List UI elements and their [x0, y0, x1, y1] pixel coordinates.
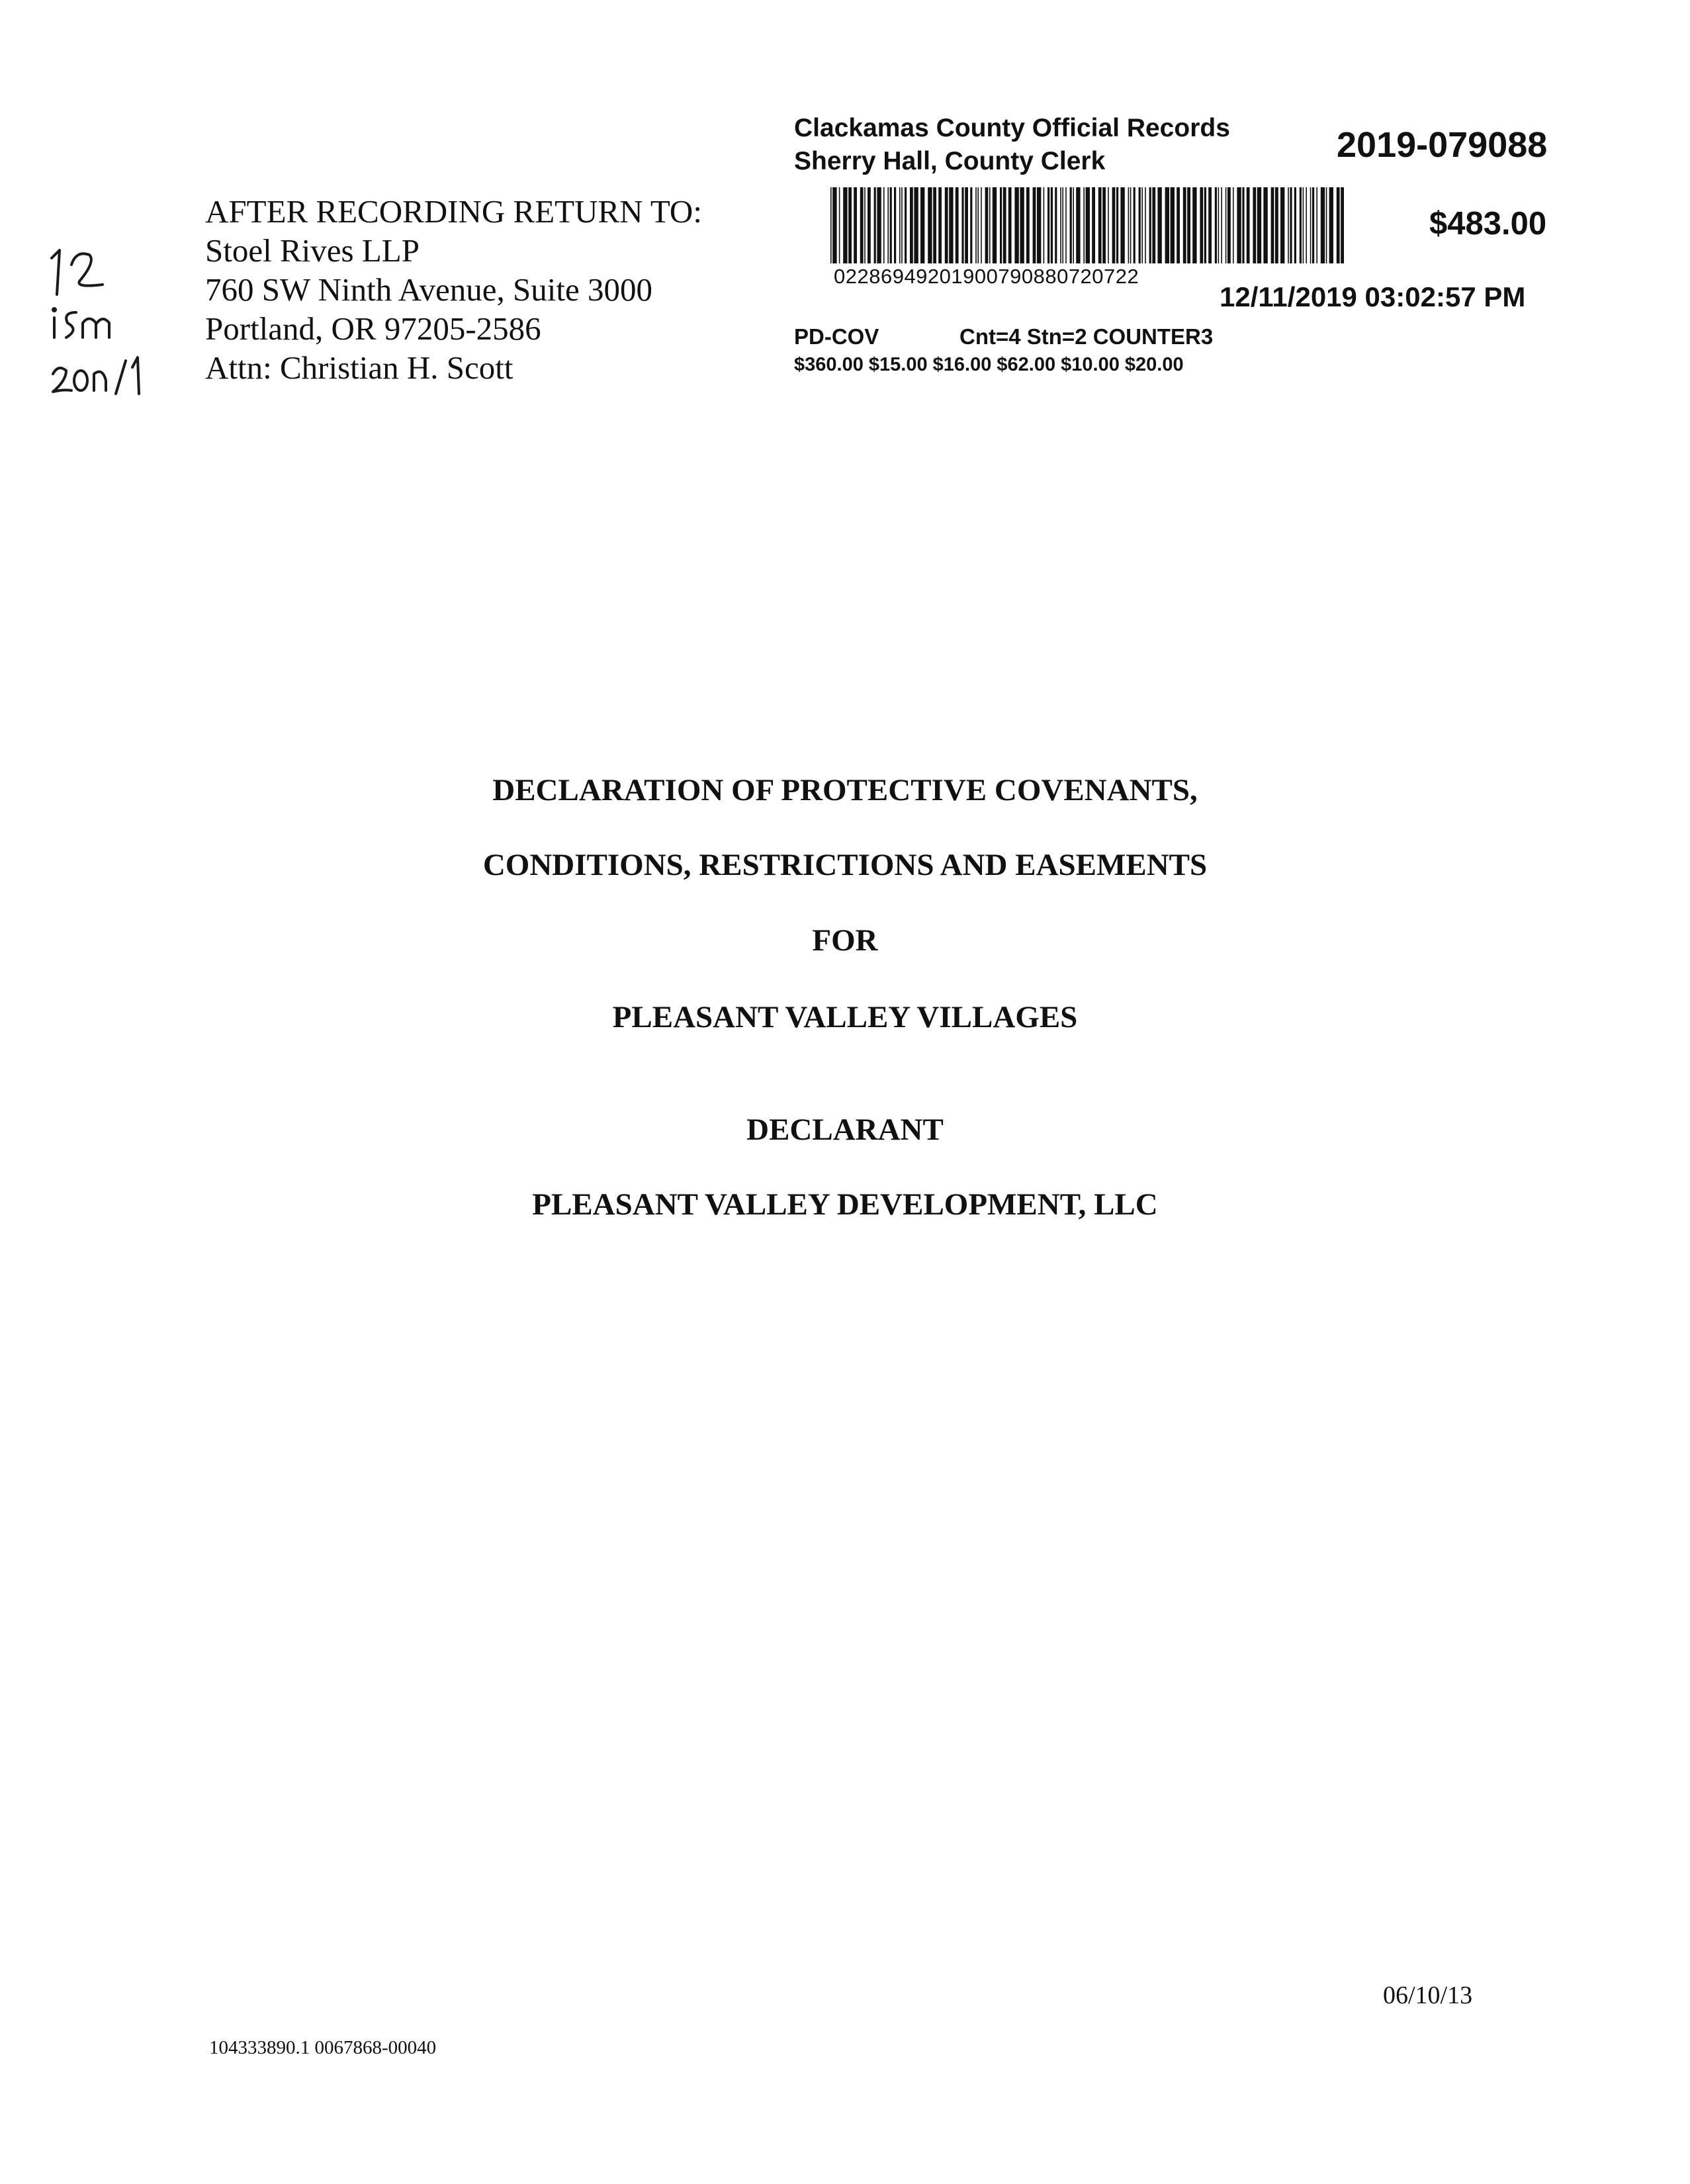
- barcode-bar: [1300, 187, 1302, 263]
- barcode-bar: [899, 187, 901, 263]
- barcode-bar: [1044, 187, 1045, 263]
- barcode-bar: [1149, 187, 1151, 263]
- barcode-bar: [1020, 187, 1024, 263]
- barcode-bar: [1310, 187, 1312, 263]
- barcode-bar: [1337, 187, 1340, 263]
- barcode-bar: [1306, 187, 1307, 263]
- barcode-bar: [864, 187, 866, 263]
- barcode-bar: [1047, 187, 1049, 263]
- barcode-bar: [1247, 187, 1250, 263]
- barcode-bar: [839, 187, 840, 263]
- barcode-bar: [1341, 187, 1344, 263]
- barcode-bar: [1242, 187, 1244, 263]
- barcode-bar: [920, 187, 924, 263]
- barcode-bar: [914, 187, 918, 263]
- recorded-datetime: 12/11/2019 03:02:57 PM: [1220, 281, 1526, 312]
- county-clerk-name: Sherry Hall, County Clerk: [794, 147, 1106, 175]
- document-title-line-2: CONDITIONS, RESTRICTIONS AND EASEMENTS: [482, 848, 1208, 882]
- barcode-bar: [1208, 187, 1212, 263]
- barcode-bar: [1237, 187, 1241, 263]
- barcode-bar: [970, 187, 972, 263]
- barcode-digits: 02286949201900790880720722: [834, 265, 1139, 288]
- barcode-bar: [1321, 187, 1325, 263]
- county-records-office: Clackamas County Official Records: [794, 114, 1230, 142]
- barcode-bar: [843, 187, 847, 263]
- barcode-bar: [1312, 187, 1314, 263]
- barcode-bar: [975, 187, 977, 263]
- barcode-bar: [883, 187, 885, 263]
- barcode-bar: [965, 187, 968, 263]
- barcode-bar: [1157, 187, 1161, 263]
- return-address-heading: AFTER RECORDING RETURN TO:: [205, 193, 702, 230]
- barcode-bar: [1083, 187, 1085, 263]
- barcode-bar: [1271, 187, 1274, 263]
- barcode-bar: [832, 187, 836, 263]
- station-counter-info: Cnt=4 Stn=2 COUNTER3: [959, 324, 1214, 349]
- barcode-bar: [1086, 187, 1090, 263]
- barcode-bar: [1257, 187, 1261, 263]
- barcode-bar: [1183, 187, 1186, 263]
- footer-document-id: 104333890.1 0067868-00040: [209, 2037, 437, 2058]
- document-title-line-3: FOR: [812, 923, 878, 958]
- document-title-line-1: DECLARATION OF PROTECTIVE COVENANTS,: [492, 773, 1198, 807]
- barcode-bar: [1227, 187, 1231, 263]
- barcode-bar: [1014, 187, 1018, 263]
- barcode-bar: [1200, 187, 1203, 263]
- barcode-bar: [1294, 187, 1296, 263]
- footer-date: 06/10/13: [1383, 1981, 1473, 2009]
- barcode-bar: [874, 187, 876, 263]
- declarant-label: DECLARANT: [746, 1113, 944, 1147]
- barcode-bar: [993, 187, 997, 263]
- barcode-bar: [901, 187, 903, 263]
- barcode-bar: [854, 187, 857, 263]
- document-type-code: PD-COV: [794, 324, 879, 349]
- return-address-line: Portland, OR 97205-2586: [205, 310, 541, 347]
- barcode-bar: [1076, 187, 1080, 263]
- barcode-bar: [877, 187, 881, 263]
- barcode-bar: [1326, 187, 1327, 263]
- barcode-bar: [1065, 187, 1067, 263]
- barcode-bar: [1204, 187, 1206, 263]
- barcode-bar: [1128, 187, 1130, 263]
- barcode-bar: [1102, 187, 1106, 263]
- barcode-bar: [905, 187, 907, 263]
- document-title-line-4: PLEASANT VALLEY VILLAGES: [612, 1000, 1078, 1034]
- barcode-bar: [1051, 187, 1053, 263]
- barcode-bar: [1033, 187, 1036, 263]
- barcode-bar: [1026, 187, 1030, 263]
- barcode-bar: [1221, 187, 1222, 263]
- barcode-bar: [1060, 187, 1061, 263]
- barcode-bar: [1215, 187, 1217, 263]
- barcode-bar: [1263, 187, 1267, 263]
- barcode-bar: [1290, 187, 1292, 263]
- handwritten-note: [40, 238, 192, 417]
- fee-breakdown: $360.00 $15.00 $16.00 $62.00 $10.00 $20.00: [794, 354, 1184, 375]
- barcode-bar: [1288, 187, 1289, 263]
- barcode-bar: [860, 187, 864, 263]
- barcode-bar: [1171, 187, 1175, 263]
- barcode-bar: [1192, 187, 1196, 263]
- barcode-bar: [1116, 187, 1118, 263]
- barcode-bar: [1152, 187, 1155, 263]
- barcode-bar: [1139, 187, 1141, 263]
- barcode-bar: [1225, 187, 1227, 263]
- barcode-bar: [1303, 187, 1304, 263]
- barcode-bar: [1187, 187, 1190, 263]
- barcode-bar: [1134, 187, 1135, 263]
- barcode-bar: [961, 187, 963, 263]
- barcode-bar: [1055, 187, 1057, 263]
- barcode-bar: [830, 187, 832, 263]
- return-address-line: 760 SW Ninth Avenue, Suite 3000: [205, 271, 652, 308]
- barcode-bar: [1316, 187, 1317, 263]
- barcode-bar: [1275, 187, 1278, 263]
- barcode-bar: [945, 187, 948, 263]
- barcode-bar: [1120, 187, 1124, 263]
- barcode-bar: [1165, 187, 1169, 263]
- barcode-bar: [1062, 187, 1063, 263]
- barcode-bar: [887, 187, 889, 263]
- barcode-bar: [1177, 187, 1180, 263]
- barcode-bar: [848, 187, 852, 263]
- barcode-bar: [956, 187, 959, 263]
- barcode-bar: [981, 187, 982, 263]
- barcode-bar: [1073, 187, 1074, 263]
- barcode-bar: [890, 187, 892, 263]
- barcode-bar: [1070, 187, 1072, 263]
- barcode-bar: [1253, 187, 1256, 263]
- return-address-line: Attn: Christian H. Scott: [205, 349, 513, 386]
- barcode-bar: [1008, 187, 1012, 263]
- barcode-bar: [938, 187, 942, 263]
- barcode-bar: [910, 187, 913, 263]
- barcode-bar: [1145, 187, 1146, 263]
- barcode-bar: [894, 187, 896, 263]
- declarant-name: PLEASANT VALLEY DEVELOPMENT, LLC: [532, 1187, 1158, 1222]
- barcode-bar: [985, 187, 989, 263]
- barcode-bar: [949, 187, 953, 263]
- barcode-bar: [1003, 187, 1006, 263]
- barcode-bar: [1233, 187, 1234, 263]
- return-address-line: Stoel Rives LLP: [205, 232, 420, 269]
- barcode-bar: [928, 187, 932, 263]
- recording-barcode: [830, 187, 1347, 263]
- barcode-bar: [1112, 187, 1116, 263]
- barcode-bar: [1108, 187, 1109, 263]
- recording-document-number: 2019-079088: [1337, 125, 1548, 165]
- barcode-bar: [1280, 187, 1284, 263]
- barcode-bar: [1000, 187, 1002, 263]
- barcode-bar: [933, 187, 936, 263]
- barcode-bar: [1092, 187, 1095, 263]
- barcode-bar: [1141, 187, 1143, 263]
- total-recording-fee: $483.00: [1429, 206, 1547, 242]
- barcode-bar: [1329, 187, 1333, 263]
- return-address-block: [205, 192, 702, 387]
- barcode-bar: [1098, 187, 1102, 263]
- barcode-bar: [977, 187, 979, 263]
- barcode-bar: [989, 187, 991, 263]
- barcode-bar: [1218, 187, 1220, 263]
- barcode-bar: [1037, 187, 1041, 263]
- barcode-bar: [1130, 187, 1132, 263]
- barcode-bar: [867, 187, 871, 263]
